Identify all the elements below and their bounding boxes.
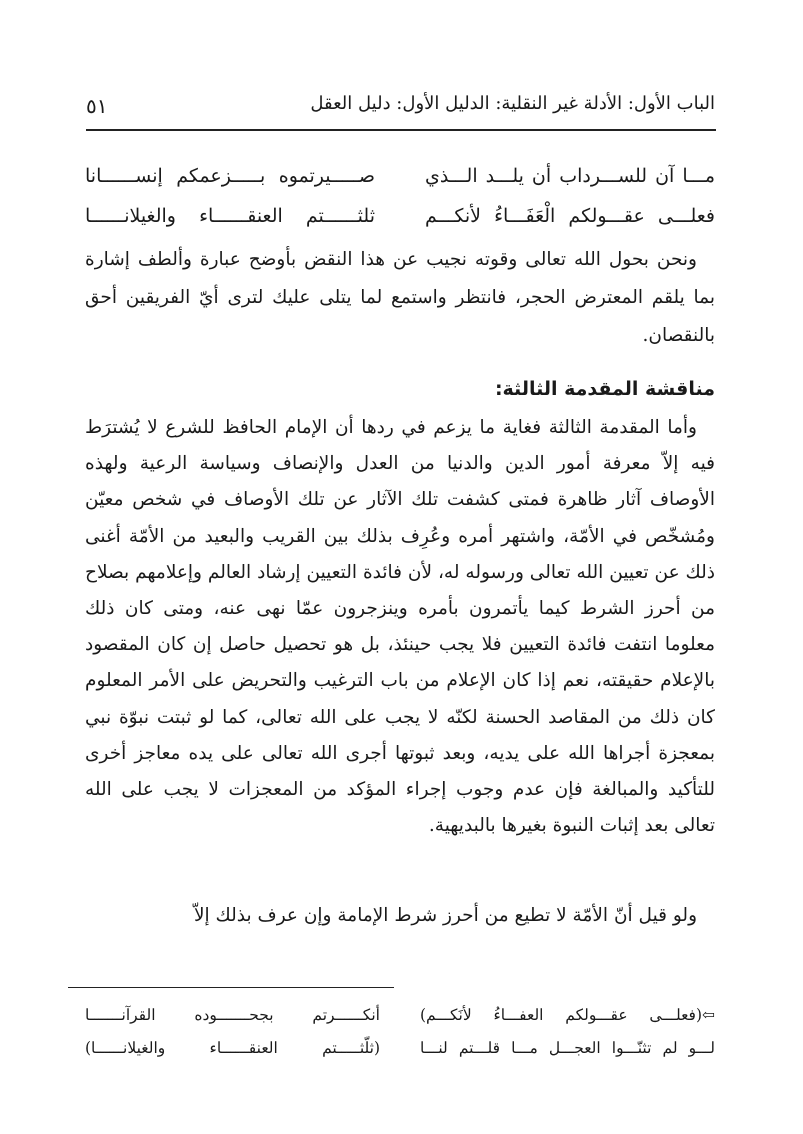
- header-divider: [86, 129, 716, 131]
- footnote-second-hemistich: أنكــــــرتم بجحـــــــوده القرآنـــــــا: [85, 1006, 380, 1024]
- page-number: ٥١: [86, 94, 108, 118]
- body-paragraph: ونحن بحول الله تعالى وقوته نجيب عن هذا النقض بأوضح عبارة وألطف إشارة بما يلقم المعترض الحجر، فانتظر واستمع لما يتلى عليك لترى أيّ الفريقين أحق بالنقصان.: [85, 249, 715, 346]
- verse-first-hemistich: مـــا آن للســـرداب أن يلـــد الـــذي: [425, 165, 715, 187]
- footnote-divider: [68, 987, 394, 988]
- running-header-title: الباب الأول: الأدلة غير النقلية: الدليل الأول: دليل العقل: [310, 93, 715, 114]
- body-paragraph: وأما المقدمة الثالثة فغاية ما يزعم في ردها أن الإمام الحافظ للشرع لا يُشترَط فيه إلاّ معرفة أمور الدين والدنيا من العدل والإنصاف وسياسة الرعية ولهذه الأوصاف آثار ظاهرة فمتى كشفت تلك الآثار عن تلك الأوصاف في شخص معيّن ومُشخّص في الأمّة، واشتهر أمره وعُرِف بذلك بين القريب والبعيد من الأمّة أغنى ذلك عن تعيين الله تعالى ورسوله له، لأن فائدة التعيين إرشاد العالم وإعلامهم بصلاح من أحرز الشرط كيما يأتمرون بأمره وينزجرون عمّا نهى عنه، ومتى كان ذلك معلوما انتفت فائدة التعيين فلا يجب حينئذ، بل هو تحصيل حاصل إن كان المقصود بالإعلام حقيقته، نعم إذا كان الإعلام من باب الترغيب والتحريض على الأمر المعلوم كان ذلك من المقاصد الحسنة لكنّه لا يجب على الله تعالى، كما لو ثبتت نبوّة نبي بمعجزة أجراها الله على يديه، وبعد ثبوتها أجرى الله تعالى على يده معاجز أخرى للتأكيد والمبالغة فإن عدم وجوب إجراء المؤكد من المعجزات لا يجب على الله تعالى بعد إثبات النبوة بغيرها بالبديهية.: [85, 417, 715, 837]
- verse-first-hemistich: فعلـــى عقـــولكم الْعَفَـــاءُ لأنكـــم: [425, 205, 715, 227]
- body-paragraph: ولو قيل أنّ الأمّة لا تطيع من أحرز شرط الإمامة وإن عرف بذلك إلاّ: [193, 905, 697, 926]
- footnote-second-hemistich: (ثلّثـــــتم العنقــــــاء والغيلانــــــا): [85, 1039, 380, 1057]
- verse-second-hemistich: ثلثــــــتم العنقــــــاء والغيلانــــــا: [85, 205, 375, 227]
- footnote-verse: [85, 1000, 715, 1030]
- poem-verse: [85, 160, 715, 192]
- poem-verse: [85, 200, 715, 232]
- footnote-first-hemistich: لـــو لم تثنّـــوا العجـــل مـــا قلـــتم لنـــا: [420, 1039, 715, 1057]
- verse-second-hemistich: صـــــيرتموه بـــــزعمكم إنســــــانا: [85, 165, 375, 187]
- footnote-verse: [85, 1033, 715, 1063]
- section-heading: مناقشة المقدمة الثالثة:: [494, 378, 715, 400]
- footnote-first-hemistich: ⇦(فعلـــى عقـــولكم العفـــاءُ لأنَكـــم): [420, 1006, 715, 1024]
